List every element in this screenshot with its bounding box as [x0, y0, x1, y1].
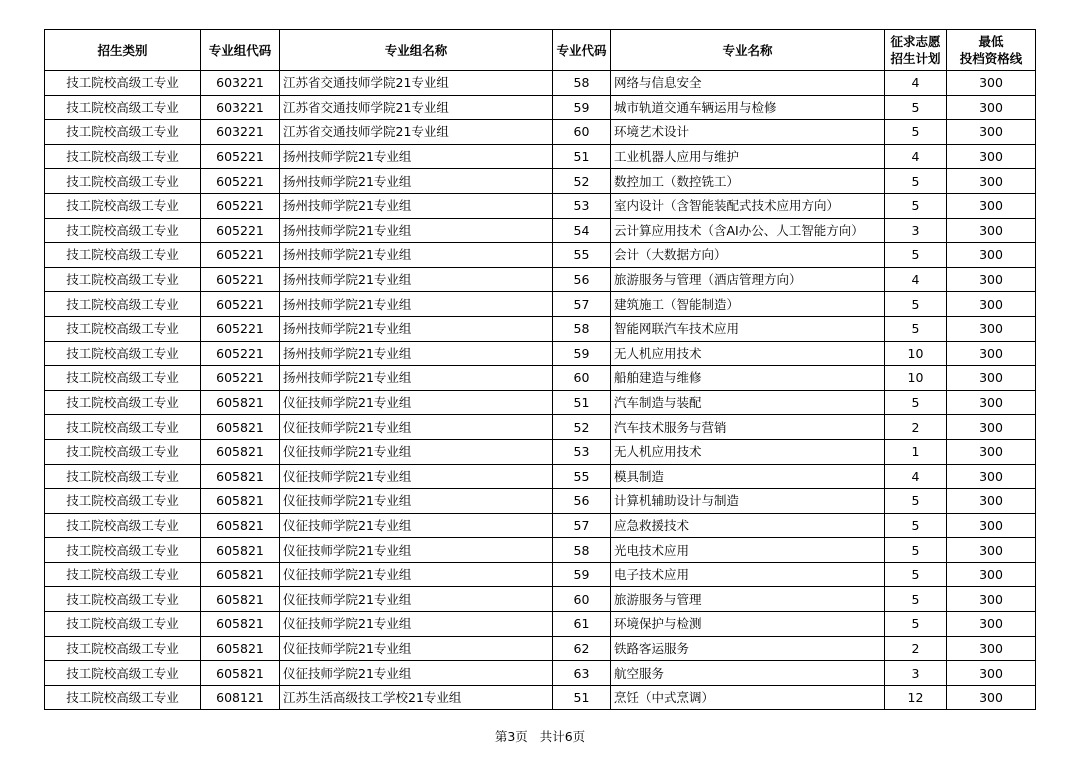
cell-group-code: 605221: [201, 341, 280, 366]
cell-category: 技工院校高级工专业: [45, 316, 201, 341]
table-row: [45, 612, 1036, 637]
table-row: [45, 341, 1036, 366]
table-row: [45, 292, 1036, 317]
cell-group-name: 江苏省交通技师学院21专业组: [280, 71, 553, 96]
cell-min-score: 300: [947, 366, 1036, 391]
cell-major-code: 60: [553, 366, 611, 391]
cell-major-name: 电子技术应用: [611, 562, 885, 587]
table-row: [45, 193, 1036, 218]
cell-group-name: 扬州技师学院21专业组: [280, 341, 553, 366]
cell-plan: 1: [885, 439, 947, 464]
cell-group-code: 605821: [201, 612, 280, 637]
cell-major-code: 51: [553, 390, 611, 415]
cell-group-name: 仪征技师学院21专业组: [280, 636, 553, 661]
admission-table: [44, 29, 1036, 710]
cell-group-code: 605821: [201, 538, 280, 563]
cell-group-code: 603221: [201, 95, 280, 120]
cell-category: 技工院校高级工专业: [45, 439, 201, 464]
cell-major-name: 智能网联汽车技术应用: [611, 316, 885, 341]
cell-plan: 5: [885, 538, 947, 563]
cell-group-code: 605821: [201, 636, 280, 661]
cell-major-code: 59: [553, 562, 611, 587]
cell-group-name: 仪征技师学院21专业组: [280, 489, 553, 514]
cell-category: 技工院校高级工专业: [45, 366, 201, 391]
cell-major-name: 烹饪（中式烹调）: [611, 685, 885, 710]
cell-min-score: 300: [947, 243, 1036, 268]
cell-category: 技工院校高级工专业: [45, 390, 201, 415]
cell-plan: 5: [885, 612, 947, 637]
cell-major-name: 模具制造: [611, 464, 885, 489]
cell-group-name: 扬州技师学院21专业组: [280, 218, 553, 243]
cell-min-score: 300: [947, 169, 1036, 194]
cell-group-name: 扬州技师学院21专业组: [280, 193, 553, 218]
cell-major-name: 云计算应用技术（含AI办公、人工智能方向）: [611, 218, 885, 243]
table-row: [45, 267, 1036, 292]
cell-plan: 4: [885, 267, 947, 292]
cell-major-code: 58: [553, 71, 611, 96]
cell-group-name: 扬州技师学院21专业组: [280, 144, 553, 169]
cell-group-code: 605221: [201, 193, 280, 218]
cell-plan: 5: [885, 292, 947, 317]
cell-category: 技工院校高级工专业: [45, 513, 201, 538]
header-category: 招生类别: [45, 30, 201, 71]
cell-min-score: 300: [947, 95, 1036, 120]
cell-category: 技工院校高级工专业: [45, 538, 201, 563]
table-row: [45, 95, 1036, 120]
cell-min-score: 300: [947, 341, 1036, 366]
cell-plan: 5: [885, 316, 947, 341]
table-row: [45, 538, 1036, 563]
cell-major-name: 应急救援技术: [611, 513, 885, 538]
cell-plan: 5: [885, 169, 947, 194]
header-major-code: 专业代码: [553, 30, 611, 71]
cell-major-name: 船舶建造与维修: [611, 366, 885, 391]
header-group-name: 专业组名称: [280, 30, 553, 71]
header-plan-line2: 招生计划: [890, 51, 941, 66]
cell-category: 技工院校高级工专业: [45, 685, 201, 710]
cell-category: 技工院校高级工专业: [45, 562, 201, 587]
cell-group-code: 608121: [201, 685, 280, 710]
cell-plan: 3: [885, 218, 947, 243]
cell-major-name: 会计（大数据方向）: [611, 243, 885, 268]
cell-category: 技工院校高级工专业: [45, 71, 201, 96]
cell-group-name: 仪征技师学院21专业组: [280, 538, 553, 563]
table-row: [45, 120, 1036, 145]
page-number: 第3页: [494, 729, 528, 744]
cell-group-name: 仪征技师学院21专业组: [280, 661, 553, 686]
table-row: [45, 685, 1036, 710]
cell-major-code: 62: [553, 636, 611, 661]
cell-category: 技工院校高级工专业: [45, 292, 201, 317]
cell-group-name: 扬州技师学院21专业组: [280, 366, 553, 391]
cell-major-name: 旅游服务与管理（酒店管理方向）: [611, 267, 885, 292]
cell-category: 技工院校高级工专业: [45, 267, 201, 292]
table-row: [45, 366, 1036, 391]
cell-plan: 5: [885, 562, 947, 587]
cell-category: 技工院校高级工专业: [45, 169, 201, 194]
cell-group-name: 仪征技师学院21专业组: [280, 612, 553, 637]
cell-category: 技工院校高级工专业: [45, 341, 201, 366]
cell-major-name: 汽车制造与装配: [611, 390, 885, 415]
cell-group-name: 仪征技师学院21专业组: [280, 390, 553, 415]
table-row: [45, 390, 1036, 415]
header-row: [45, 30, 1036, 71]
cell-category: 技工院校高级工专业: [45, 464, 201, 489]
table-row: [45, 415, 1036, 440]
cell-group-code: 603221: [201, 120, 280, 145]
cell-min-score: 300: [947, 636, 1036, 661]
cell-group-name: 扬州技师学院21专业组: [280, 316, 553, 341]
cell-min-score: 300: [947, 513, 1036, 538]
cell-plan: 5: [885, 95, 947, 120]
cell-min-score: 300: [947, 218, 1036, 243]
cell-major-name: 航空服务: [611, 661, 885, 686]
cell-group-code: 605221: [201, 292, 280, 317]
cell-major-code: 53: [553, 193, 611, 218]
table-row: [45, 144, 1036, 169]
cell-major-code: 52: [553, 169, 611, 194]
table-row: [45, 489, 1036, 514]
cell-major-name: 环境艺术设计: [611, 120, 885, 145]
cell-major-code: 54: [553, 218, 611, 243]
cell-major-code: 59: [553, 341, 611, 366]
cell-min-score: 300: [947, 587, 1036, 612]
cell-group-name: 扬州技师学院21专业组: [280, 243, 553, 268]
cell-group-name: 仪征技师学院21专业组: [280, 587, 553, 612]
cell-group-code: 605221: [201, 243, 280, 268]
cell-major-code: 55: [553, 464, 611, 489]
cell-group-name: 仪征技师学院21专业组: [280, 562, 553, 587]
cell-major-name: 无人机应用技术: [611, 341, 885, 366]
header-group-code: 专业组代码: [201, 30, 280, 71]
table-header: [45, 30, 1036, 71]
cell-plan: 4: [885, 71, 947, 96]
cell-major-code: 60: [553, 587, 611, 612]
cell-group-code: 605821: [201, 489, 280, 514]
cell-category: 技工院校高级工专业: [45, 218, 201, 243]
cell-plan: 3: [885, 661, 947, 686]
cell-group-name: 扬州技师学院21专业组: [280, 267, 553, 292]
cell-group-code: 605821: [201, 464, 280, 489]
header-min-line2: 投档资格线: [959, 51, 1023, 66]
cell-major-code: 56: [553, 489, 611, 514]
cell-plan: 4: [885, 464, 947, 489]
cell-plan: 5: [885, 390, 947, 415]
cell-group-name: 扬州技师学院21专业组: [280, 292, 553, 317]
cell-plan: 5: [885, 513, 947, 538]
cell-min-score: 300: [947, 439, 1036, 464]
cell-major-code: 52: [553, 415, 611, 440]
cell-major-name: 城市轨道交通车辆运用与检修: [611, 95, 885, 120]
cell-min-score: 300: [947, 562, 1036, 587]
cell-group-code: 605221: [201, 169, 280, 194]
table-row: [45, 169, 1036, 194]
cell-major-name: 计算机辅助设计与制造: [611, 489, 885, 514]
cell-group-code: 603221: [201, 71, 280, 96]
header-plan-line1: 征求志愿: [890, 34, 941, 49]
cell-group-name: 江苏生活高级技工学校21专业组: [280, 685, 553, 710]
cell-group-code: 605821: [201, 513, 280, 538]
cell-major-code: 61: [553, 612, 611, 637]
cell-major-code: 58: [553, 538, 611, 563]
cell-category: 技工院校高级工专业: [45, 243, 201, 268]
table-row: [45, 636, 1036, 661]
cell-plan: 5: [885, 120, 947, 145]
cell-group-code: 605221: [201, 267, 280, 292]
cell-group-code: 605221: [201, 218, 280, 243]
cell-plan: 4: [885, 144, 947, 169]
table-row: [45, 316, 1036, 341]
cell-plan: 5: [885, 489, 947, 514]
cell-major-name: 无人机应用技术: [611, 439, 885, 464]
cell-major-name: 数控加工（数控铣工）: [611, 169, 885, 194]
cell-category: 技工院校高级工专业: [45, 95, 201, 120]
cell-group-name: 仪征技师学院21专业组: [280, 464, 553, 489]
cell-major-code: 56: [553, 267, 611, 292]
table-body: [45, 71, 1036, 710]
cell-category: 技工院校高级工专业: [45, 489, 201, 514]
cell-category: 技工院校高级工专业: [45, 120, 201, 145]
cell-min-score: 300: [947, 685, 1036, 710]
cell-major-code: 51: [553, 144, 611, 169]
cell-group-code: 605821: [201, 661, 280, 686]
cell-plan: 10: [885, 366, 947, 391]
cell-plan: 5: [885, 243, 947, 268]
table-row: [45, 71, 1036, 96]
table-row: [45, 513, 1036, 538]
table-row: [45, 562, 1036, 587]
cell-min-score: 300: [947, 390, 1036, 415]
cell-major-name: 建筑施工（智能制造）: [611, 292, 885, 317]
cell-group-code: 605221: [201, 316, 280, 341]
cell-major-code: 57: [553, 292, 611, 317]
cell-major-name: 室内设计（含智能装配式技术应用方向）: [611, 193, 885, 218]
cell-major-code: 53: [553, 439, 611, 464]
cell-major-name: 网络与信息安全: [611, 71, 885, 96]
page-total: 共计6页: [539, 729, 586, 744]
cell-major-name: 环境保护与检测: [611, 612, 885, 637]
cell-plan: 5: [885, 587, 947, 612]
header-min-score: [947, 30, 1036, 71]
cell-min-score: 300: [947, 292, 1036, 317]
cell-major-code: 59: [553, 95, 611, 120]
cell-plan: 5: [885, 193, 947, 218]
cell-min-score: 300: [947, 538, 1036, 563]
cell-category: 技工院校高级工专业: [45, 415, 201, 440]
cell-group-code: 605821: [201, 587, 280, 612]
cell-major-name: 工业机器人应用与维护: [611, 144, 885, 169]
cell-group-code: 605821: [201, 390, 280, 415]
cell-major-name: 光电技术应用: [611, 538, 885, 563]
cell-category: 技工院校高级工专业: [45, 636, 201, 661]
cell-min-score: 300: [947, 464, 1036, 489]
cell-group-code: 605221: [201, 366, 280, 391]
cell-group-code: 605821: [201, 562, 280, 587]
cell-min-score: 300: [947, 193, 1036, 218]
cell-category: 技工院校高级工专业: [45, 193, 201, 218]
cell-major-code: 60: [553, 120, 611, 145]
cell-category: 技工院校高级工专业: [45, 587, 201, 612]
cell-major-code: 58: [553, 316, 611, 341]
cell-group-name: 江苏省交通技师学院21专业组: [280, 120, 553, 145]
cell-min-score: 300: [947, 661, 1036, 686]
header-min-line1: 最低: [978, 34, 1004, 49]
cell-min-score: 300: [947, 144, 1036, 169]
cell-plan: 2: [885, 636, 947, 661]
table-row: [45, 218, 1036, 243]
cell-group-name: 扬州技师学院21专业组: [280, 169, 553, 194]
cell-group-code: 605221: [201, 144, 280, 169]
table-row: [45, 661, 1036, 686]
header-major-name: 专业名称: [611, 30, 885, 71]
page-footer: [0, 727, 1080, 745]
cell-min-score: 300: [947, 267, 1036, 292]
cell-min-score: 300: [947, 415, 1036, 440]
table-row: [45, 587, 1036, 612]
cell-major-name: 旅游服务与管理: [611, 587, 885, 612]
cell-min-score: 300: [947, 120, 1036, 145]
cell-category: 技工院校高级工专业: [45, 144, 201, 169]
cell-plan: 10: [885, 341, 947, 366]
cell-min-score: 300: [947, 316, 1036, 341]
table-row: [45, 439, 1036, 464]
cell-group-name: 仪征技师学院21专业组: [280, 439, 553, 464]
table-row: [45, 464, 1036, 489]
header-plan: [885, 30, 947, 71]
table-row: [45, 243, 1036, 268]
cell-category: 技工院校高级工专业: [45, 661, 201, 686]
cell-major-code: 57: [553, 513, 611, 538]
cell-category: 技工院校高级工专业: [45, 612, 201, 637]
cell-major-name: 汽车技术服务与营销: [611, 415, 885, 440]
cell-major-code: 63: [553, 661, 611, 686]
cell-major-code: 51: [553, 685, 611, 710]
cell-group-name: 仪征技师学院21专业组: [280, 415, 553, 440]
cell-major-code: 55: [553, 243, 611, 268]
cell-group-name: 仪征技师学院21专业组: [280, 513, 553, 538]
cell-min-score: 300: [947, 71, 1036, 96]
cell-group-code: 605821: [201, 415, 280, 440]
cell-major-name: 铁路客运服务: [611, 636, 885, 661]
cell-min-score: 300: [947, 489, 1036, 514]
cell-group-code: 605821: [201, 439, 280, 464]
cell-plan: 2: [885, 415, 947, 440]
cell-plan: 12: [885, 685, 947, 710]
cell-min-score: 300: [947, 612, 1036, 637]
cell-group-name: 江苏省交通技师学院21专业组: [280, 95, 553, 120]
